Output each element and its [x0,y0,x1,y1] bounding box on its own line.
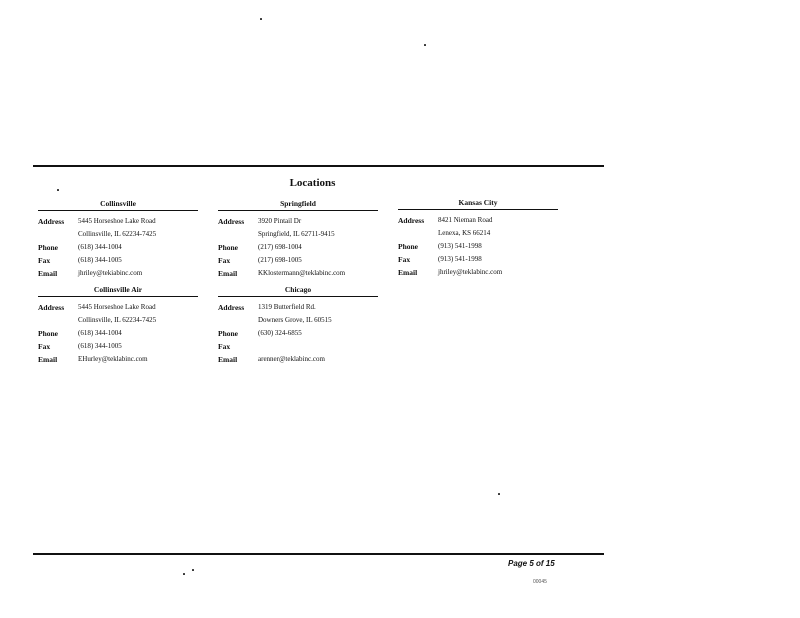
phone-label: Phone [38,329,59,338]
document-code: 00045 [533,579,547,585]
fax-value: (217) 698-1005 [258,256,302,264]
address-row [398,216,558,229]
address-line2: Springfield, IL 62711-9415 [258,230,335,238]
phone-value: (630) 324-6855 [258,329,302,337]
email-label: Email [38,355,58,364]
email-row [218,269,378,282]
fax-row [38,256,198,269]
page-title: Locations [289,177,336,189]
email-value: jhriley@teklabinc.com [438,268,503,276]
address-line1: 8421 Nieman Road [438,216,493,224]
address-label: Address [38,303,65,312]
email-value: arenner@teklabinc.com [258,355,325,363]
phone-value: (217) 698-1004 [258,243,302,251]
location-collinsville-air [38,285,198,368]
fax-label: Fax [398,255,411,264]
phone-label: Phone [38,243,59,252]
phone-value: (913) 541-1998 [438,242,482,250]
address-row-2 [218,230,378,243]
email-row [38,269,198,282]
fax-value: (913) 541-1998 [438,255,482,263]
address-row [218,303,378,316]
fax-row [38,342,198,355]
email-value: jhriley@tekiabinc.com [78,269,143,277]
fax-value: (618) 344-1005 [78,342,122,350]
location-kansas-city [398,198,558,281]
phone-row [218,243,378,256]
phone-value: (618) 344-1004 [78,329,122,337]
fax-label: Fax [218,342,231,351]
page-number: Page 5 of 15 [508,559,555,568]
address-row [218,217,378,230]
scan-speck [183,573,185,575]
email-label: Email [38,269,58,278]
address-line1: 3920 Pintail Dr [258,217,302,225]
top-rule [33,165,604,167]
scan-speck [498,493,500,495]
address-line2: Lenexa, KS 66214 [438,229,491,237]
location-springfield [218,199,378,282]
email-row [38,355,198,368]
email-row [398,268,558,281]
email-label: Email [398,268,418,277]
scan-speck [57,189,59,191]
scan-speck [424,44,426,46]
location-chicago [218,285,378,368]
location-name: Collinsville [38,199,198,211]
address-label: Address [398,216,425,225]
address-row-2 [38,230,198,243]
phone-row [38,329,198,342]
email-value: KKlostermann@teklabinc.com [258,269,346,277]
email-label: Email [218,355,238,364]
phone-value: (618) 344-1004 [78,243,122,251]
bottom-rule [33,553,604,555]
address-row-2 [398,229,558,242]
email-value: EHurley@teklabinc.com [78,355,148,363]
phone-row [38,243,198,256]
location-name: Kansas City [398,198,558,210]
phone-row [398,242,558,255]
location-name: Springfield [218,199,378,211]
phone-label: Phone [218,329,239,338]
location-name: Collinsville Air [38,285,198,297]
address-line1: 5445 Horseshoe Lake Road [78,303,156,311]
address-row [38,303,198,316]
location-collinsville [38,199,198,282]
scan-speck [260,18,262,20]
scan-speck [192,569,194,571]
address-label: Address [218,303,245,312]
address-line1: 5445 Horseshoe Lake Road [78,217,156,225]
fax-row [398,255,558,268]
address-line1: 1319 Butterfield Rd. [258,303,316,311]
address-row-2 [218,316,378,329]
address-label: Address [38,217,65,226]
email-label: Email [218,269,238,278]
address-row [38,217,198,230]
fax-value: (618) 344-1005 [78,256,122,264]
email-row [218,355,378,368]
address-line2: Collinsville, IL 62234-7425 [78,316,157,324]
address-line2: Collinsville, IL 62234-7425 [78,230,157,238]
phone-row [218,329,378,342]
fax-row [218,342,378,355]
fax-label: Fax [38,256,51,265]
fax-label: Fax [38,342,51,351]
address-row-2 [38,316,198,329]
fax-row [218,256,378,269]
address-label: Address [218,217,245,226]
phone-label: Phone [398,242,419,251]
location-name: Chicago [218,285,378,297]
address-line2: Downers Grove, IL 60515 [258,316,332,324]
fax-label: Fax [218,256,231,265]
phone-label: Phone [218,243,239,252]
